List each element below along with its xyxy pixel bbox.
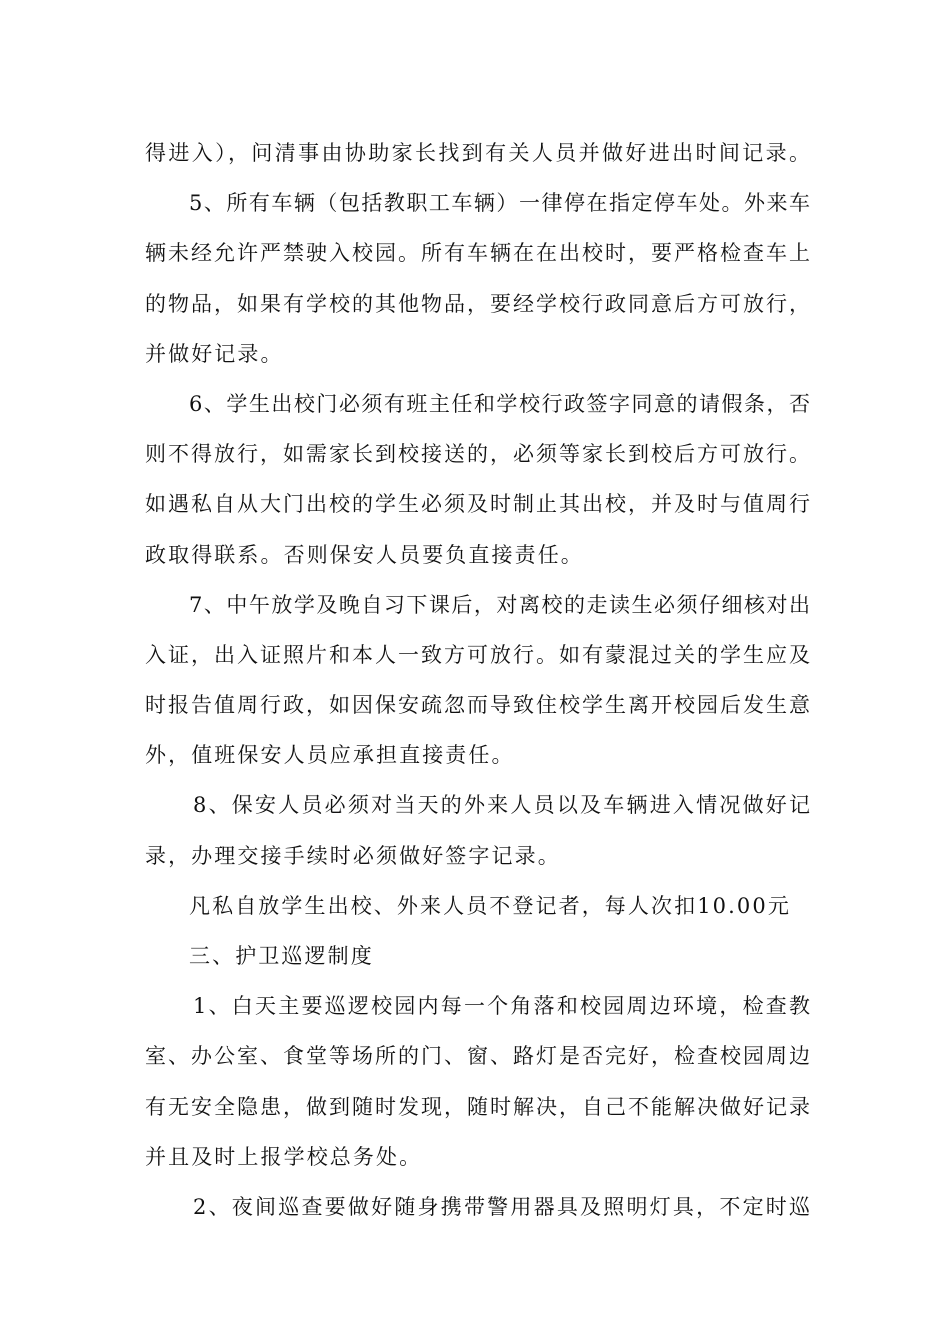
- text-line-13: 外，值班保安人员应承担直接责任。: [145, 743, 515, 768]
- penalty-note: 凡私自放学生出校、外来人员不登记者，每人次扣10.00元: [189, 893, 791, 918]
- text-line-4: 的物品，如果有学校的其他物品，要经学校行政同意后方可放行，: [145, 291, 810, 316]
- text-line-15: 录，办理交接手续时必须做好签字记录。: [145, 843, 561, 868]
- text-line-1: 得进入），问清事由协助家长找到有关人员并做好进出时间记录。: [145, 141, 810, 165]
- text-line-12: 时报告值周行政，如因保安疏忽而导致住校学生离开校园后发生意: [145, 693, 810, 718]
- text-line-11: 入证，出入证照片和本人一致方可放行。如有蒙混过关的学生应及: [145, 642, 810, 667]
- text-line-14: 8、保安人员必须对当天的外来人员以及车辆进入情况做好记: [193, 793, 810, 818]
- text-line-20: 有无安全隐患，做到随时发现，随时解决，自己不能解决做好记录: [145, 1094, 810, 1119]
- text-line-2: 5、所有车辆（包括教职工车辆）一律停在指定停车处。外来车: [189, 191, 810, 216]
- text-line-3: 辆未经允许严禁驶入校园。所有车辆在在出校时，要严格检查车上: [145, 241, 810, 266]
- text-line-10: 7、中午放学及晚自习下课后，对离校的走读生必须仔细核对出: [189, 592, 810, 617]
- text-line-19: 室、办公室、食堂等场所的门、窗、路灯是否完好，检查校园周边: [145, 1044, 810, 1069]
- text-line-7: 则不得放行，如需家长到校接送的，必须等家长到校后方可放行。: [145, 442, 810, 467]
- section-heading: 三、护卫巡逻制度: [189, 944, 374, 968]
- text-line-18: 1、白天主要巡逻校园内每一个角落和校园周边环境，检查教: [193, 994, 810, 1019]
- text-line-5: 并做好记录。: [145, 341, 284, 366]
- text-line-8: 如遇私自从大门出校的学生必须及时制止其出校，并及时与值周行: [145, 492, 810, 517]
- document-body: [145, 128, 810, 1232]
- text-line-9: 政取得联系。否则保安人员要负直接责任。: [145, 542, 584, 567]
- text-line-6: 6、学生出校门必须有班主任和学校行政签字同意的请假条，否: [189, 391, 810, 416]
- text-line-21: 并且及时上报学校总务处。: [145, 1144, 423, 1169]
- text-line-22: 2、夜间巡查要做好随身携带警用器具及照明灯具，不定时巡: [193, 1194, 810, 1219]
